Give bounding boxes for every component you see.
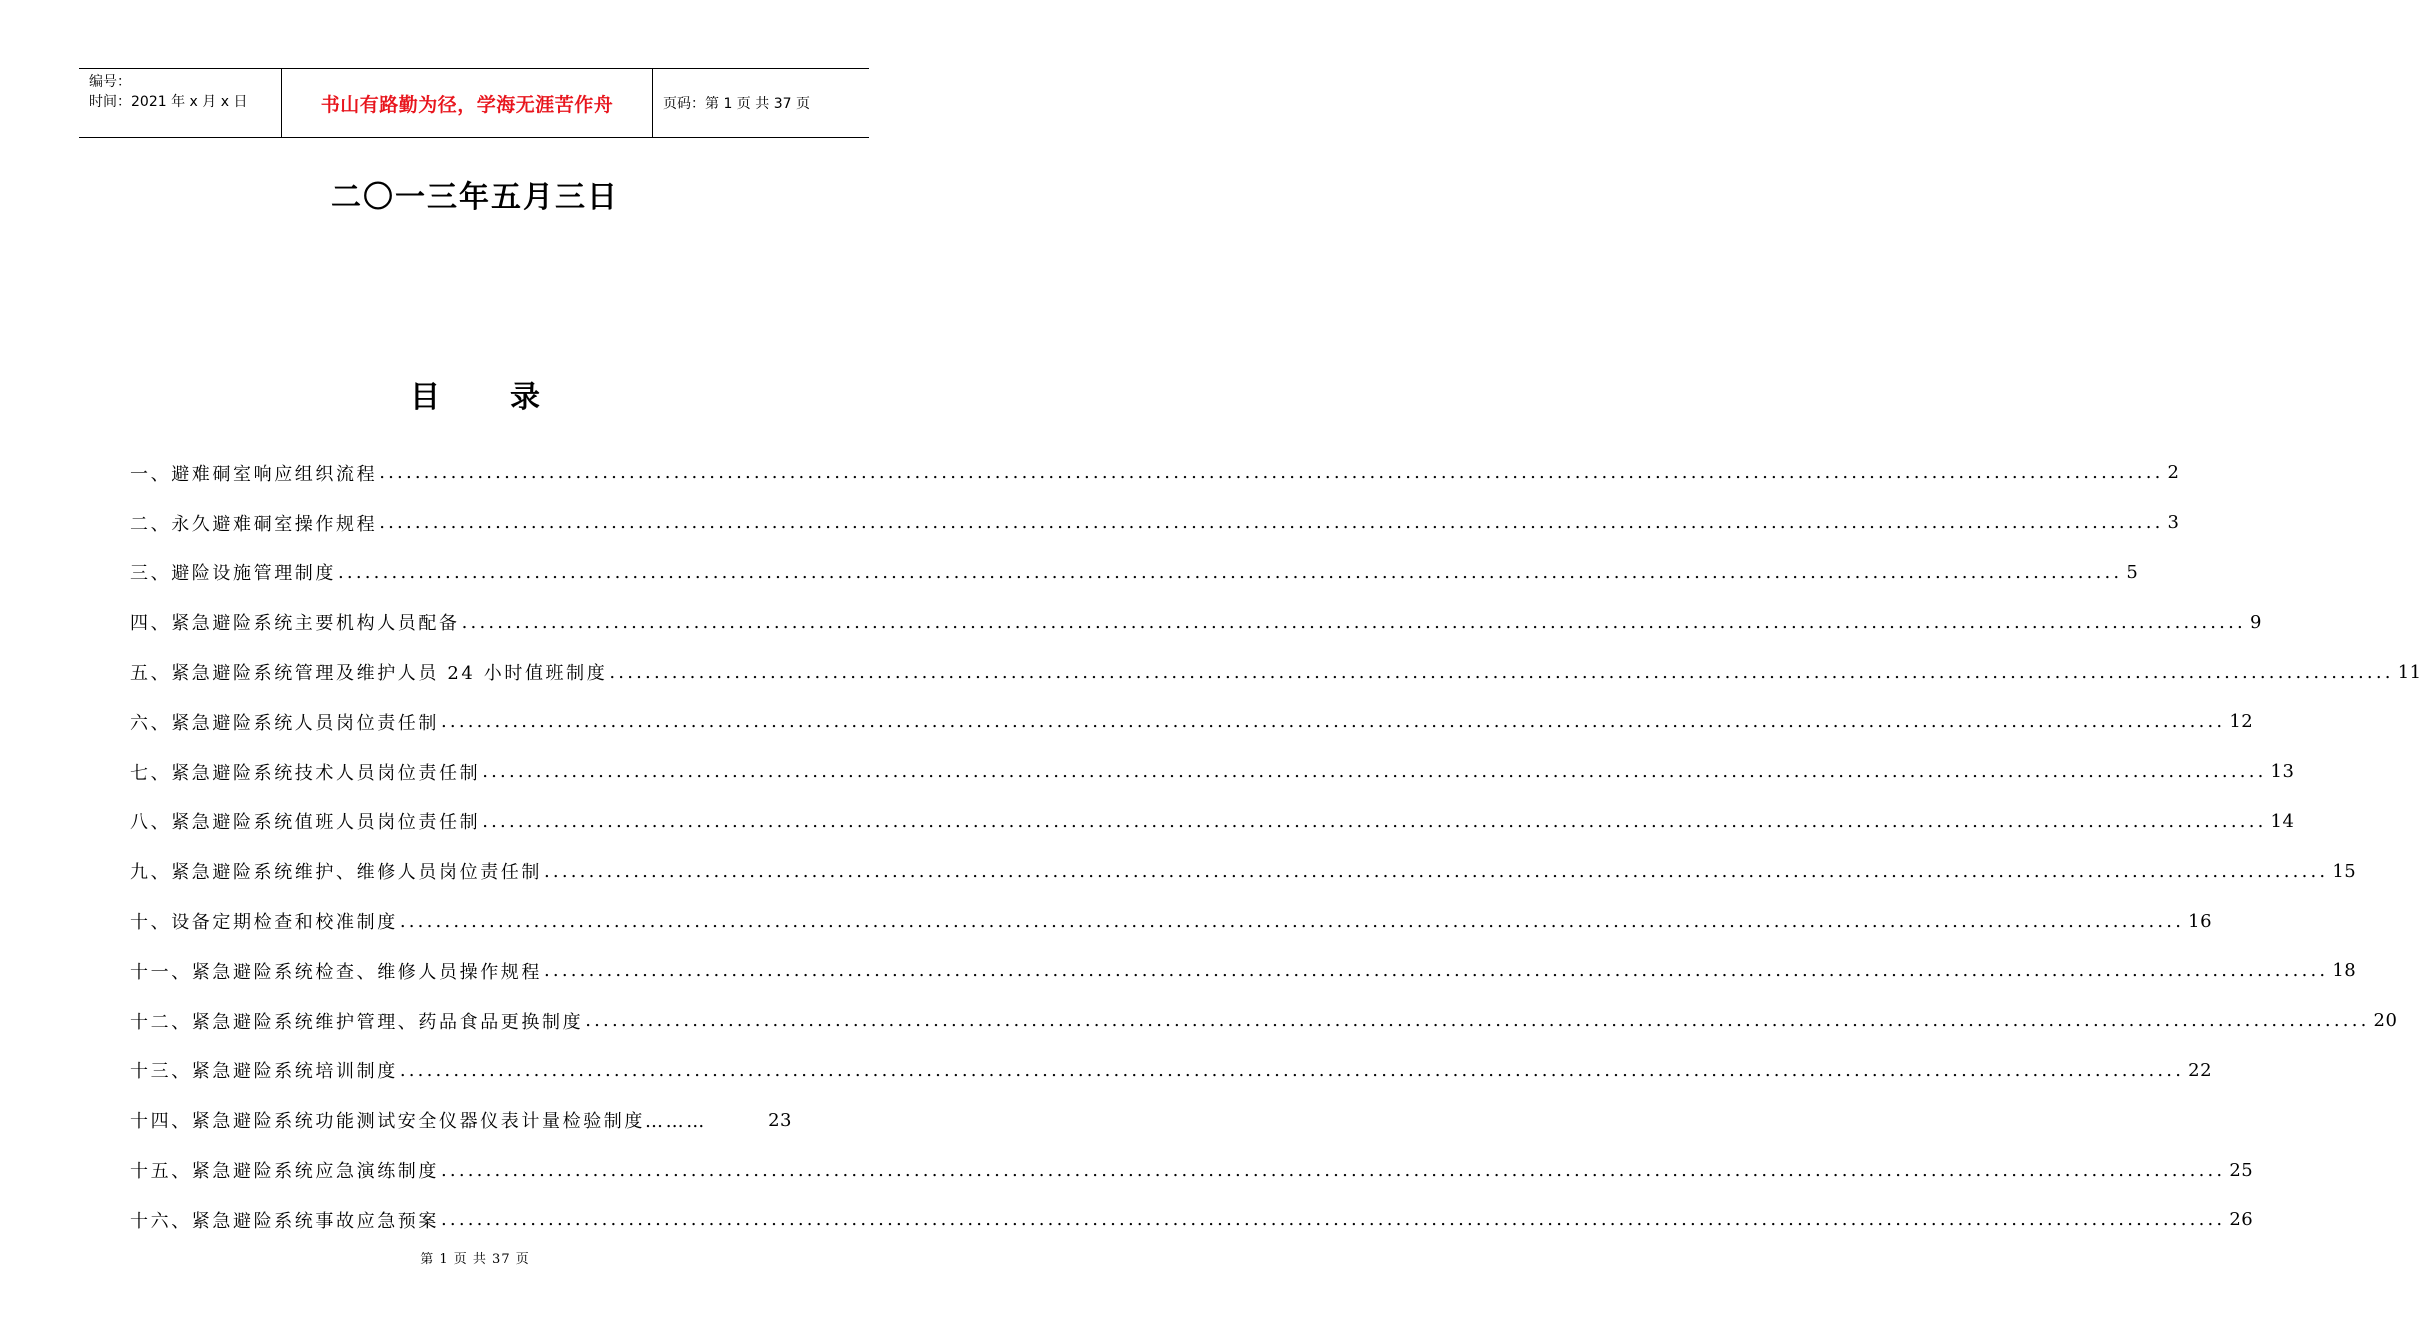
toc-entry[interactable]	[130, 1195, 2254, 1245]
toc-entry-label: 三、避险设施管理制度	[130, 563, 336, 585]
toc-entry-page: 18	[2332, 960, 2357, 982]
toc-entry[interactable]	[130, 946, 2357, 996]
toc-leader-dots: ........................................................................................................................................................................................................	[399, 910, 2185, 932]
header-motto-cell	[281, 69, 653, 137]
toc-entry[interactable]	[130, 747, 2295, 797]
toc-entry-page: 14	[2270, 810, 2295, 832]
toc-entry-label: 二、永久避难硐室操作规程	[130, 513, 378, 535]
toc-entry-page: 13	[2270, 761, 2295, 783]
toc-leader-dots: ........................................................................................................................................................................................................	[482, 761, 2267, 783]
toc-entry[interactable]	[130, 1145, 2254, 1195]
toc-leader-dots: ........................................................................................................................................................................................................	[461, 611, 2246, 633]
toc-leader-dots: ........................................................................................................................................................................................................	[482, 810, 2267, 832]
toc-entry[interactable]	[130, 647, 2422, 697]
toc-entry-label: 九、紧急避险系统维护、维修人员岗位责任制	[130, 862, 542, 884]
toc-entry[interactable]	[130, 448, 2180, 498]
toc-leader-dots: ........................................................................................................................................................................................................	[338, 561, 2123, 583]
toc-entry-label: 十四、紧急避险系统功能测试安全仪器仪表计量检验制度………	[130, 1111, 707, 1133]
toc-entry-label: 六、紧急避险系统人员岗位责任制	[130, 712, 439, 734]
date-title: 二〇一三年五月三日	[331, 180, 619, 215]
toc-entry-label: 十、设备定期检查和校准制度	[130, 912, 398, 934]
toc-entry-page: 2	[2167, 462, 2180, 484]
toc-entry-page: 20	[2373, 1010, 2398, 1032]
toc-entry-label: 四、紧急避险系统主要机构人员配备	[130, 613, 460, 635]
header-meta	[79, 69, 281, 137]
toc-entry-label: 十二、紧急避险系统维护管理、药品食品更换制度	[130, 1011, 584, 1033]
toc-entry[interactable]	[130, 996, 2398, 1046]
toc-entry-page: 15	[2332, 860, 2357, 882]
toc-leader-dots: ........................................................................................................................................................................................................	[585, 1010, 2370, 1032]
toc-entry-label: 五、紧急避险系统管理及维护人员 24 小时值班制度	[130, 663, 608, 685]
header-motto: 书山有路勤为径，学海无涯苦作舟	[320, 93, 614, 116]
header-number-label: 编号：	[89, 74, 131, 90]
toc-title	[0, 372, 950, 416]
toc-leader-dots: ........................................................................................................................................................................................................	[609, 661, 2394, 683]
toc-entry[interactable]	[130, 597, 2262, 647]
toc-entry-label: 一、避难硐室响应组织流程	[130, 463, 378, 485]
toc-entry-page: 26	[2229, 1209, 2254, 1231]
toc-entry-page: 23	[768, 1109, 792, 1131]
toc-entry[interactable]	[130, 797, 2295, 847]
toc-leader-dots: ........................................................................................................................................................................................................	[544, 860, 2329, 882]
header-page-label: 页码：第 1 页 共 37 页	[663, 96, 810, 112]
page-header	[79, 68, 869, 138]
toc-leader-dots: ........................................................................................................................................................................................................	[379, 462, 2164, 484]
toc-leader-dots: ........................................................................................................................................................................................................	[441, 711, 2226, 733]
toc-entry-page: 3	[2167, 512, 2180, 534]
page-footer: 第 1 页 共 37 页	[420, 1252, 530, 1267]
toc-entry-page: 11	[2397, 661, 2422, 683]
header-time-label: 时间：2021 年 x 月 x 日	[89, 94, 248, 110]
toc-entry-label: 十五、紧急避险系统应急演练制度	[130, 1161, 439, 1183]
toc-leader-dots: ........................................................................................................................................................................................................	[441, 1159, 2226, 1181]
toc-entry-label: 八、紧急避险系统值班人员岗位责任制	[130, 812, 481, 834]
toc-entry-label: 十六、紧急避险系统事故应急预案	[130, 1210, 439, 1232]
toc-entry[interactable]	[130, 697, 2254, 747]
toc-entry-page: 12	[2229, 711, 2254, 733]
toc-title-char-2: 录	[510, 380, 540, 415]
table-of-contents	[130, 448, 2422, 1245]
toc-entry-page: 9	[2249, 611, 2262, 633]
toc-entry[interactable]	[130, 896, 2213, 946]
toc-entry[interactable]	[130, 846, 2357, 896]
toc-entry-page: 16	[2188, 910, 2213, 932]
toc-entry-page: 22	[2188, 1059, 2213, 1081]
toc-title-char-1: 目	[410, 380, 440, 415]
toc-entry-page: 25	[2229, 1159, 2254, 1181]
toc-entry[interactable]	[130, 498, 2180, 548]
toc-entry-label: 七、紧急避险系统技术人员岗位责任制	[130, 762, 481, 784]
toc-leader-dots: ........................................................................................................................................................................................................	[441, 1209, 2226, 1231]
toc-entry-label: 十三、紧急避险系统培训制度	[130, 1061, 398, 1083]
toc-entry[interactable]	[130, 1095, 792, 1145]
toc-entry-page: 5	[2126, 561, 2139, 583]
toc-entry-label: 十一、紧急避险系统检查、维修人员操作规程	[130, 961, 542, 983]
header-page-cell	[653, 69, 869, 137]
toc-leader-dots: ........................................................................................................................................................................................................	[379, 512, 2164, 534]
toc-leader-dots: ........................................................................................................................................................................................................	[544, 960, 2329, 982]
toc-entry[interactable]	[130, 548, 2139, 598]
toc-leader-dots: ........................................................................................................................................................................................................	[399, 1059, 2185, 1081]
toc-entry[interactable]	[130, 1046, 2213, 1096]
